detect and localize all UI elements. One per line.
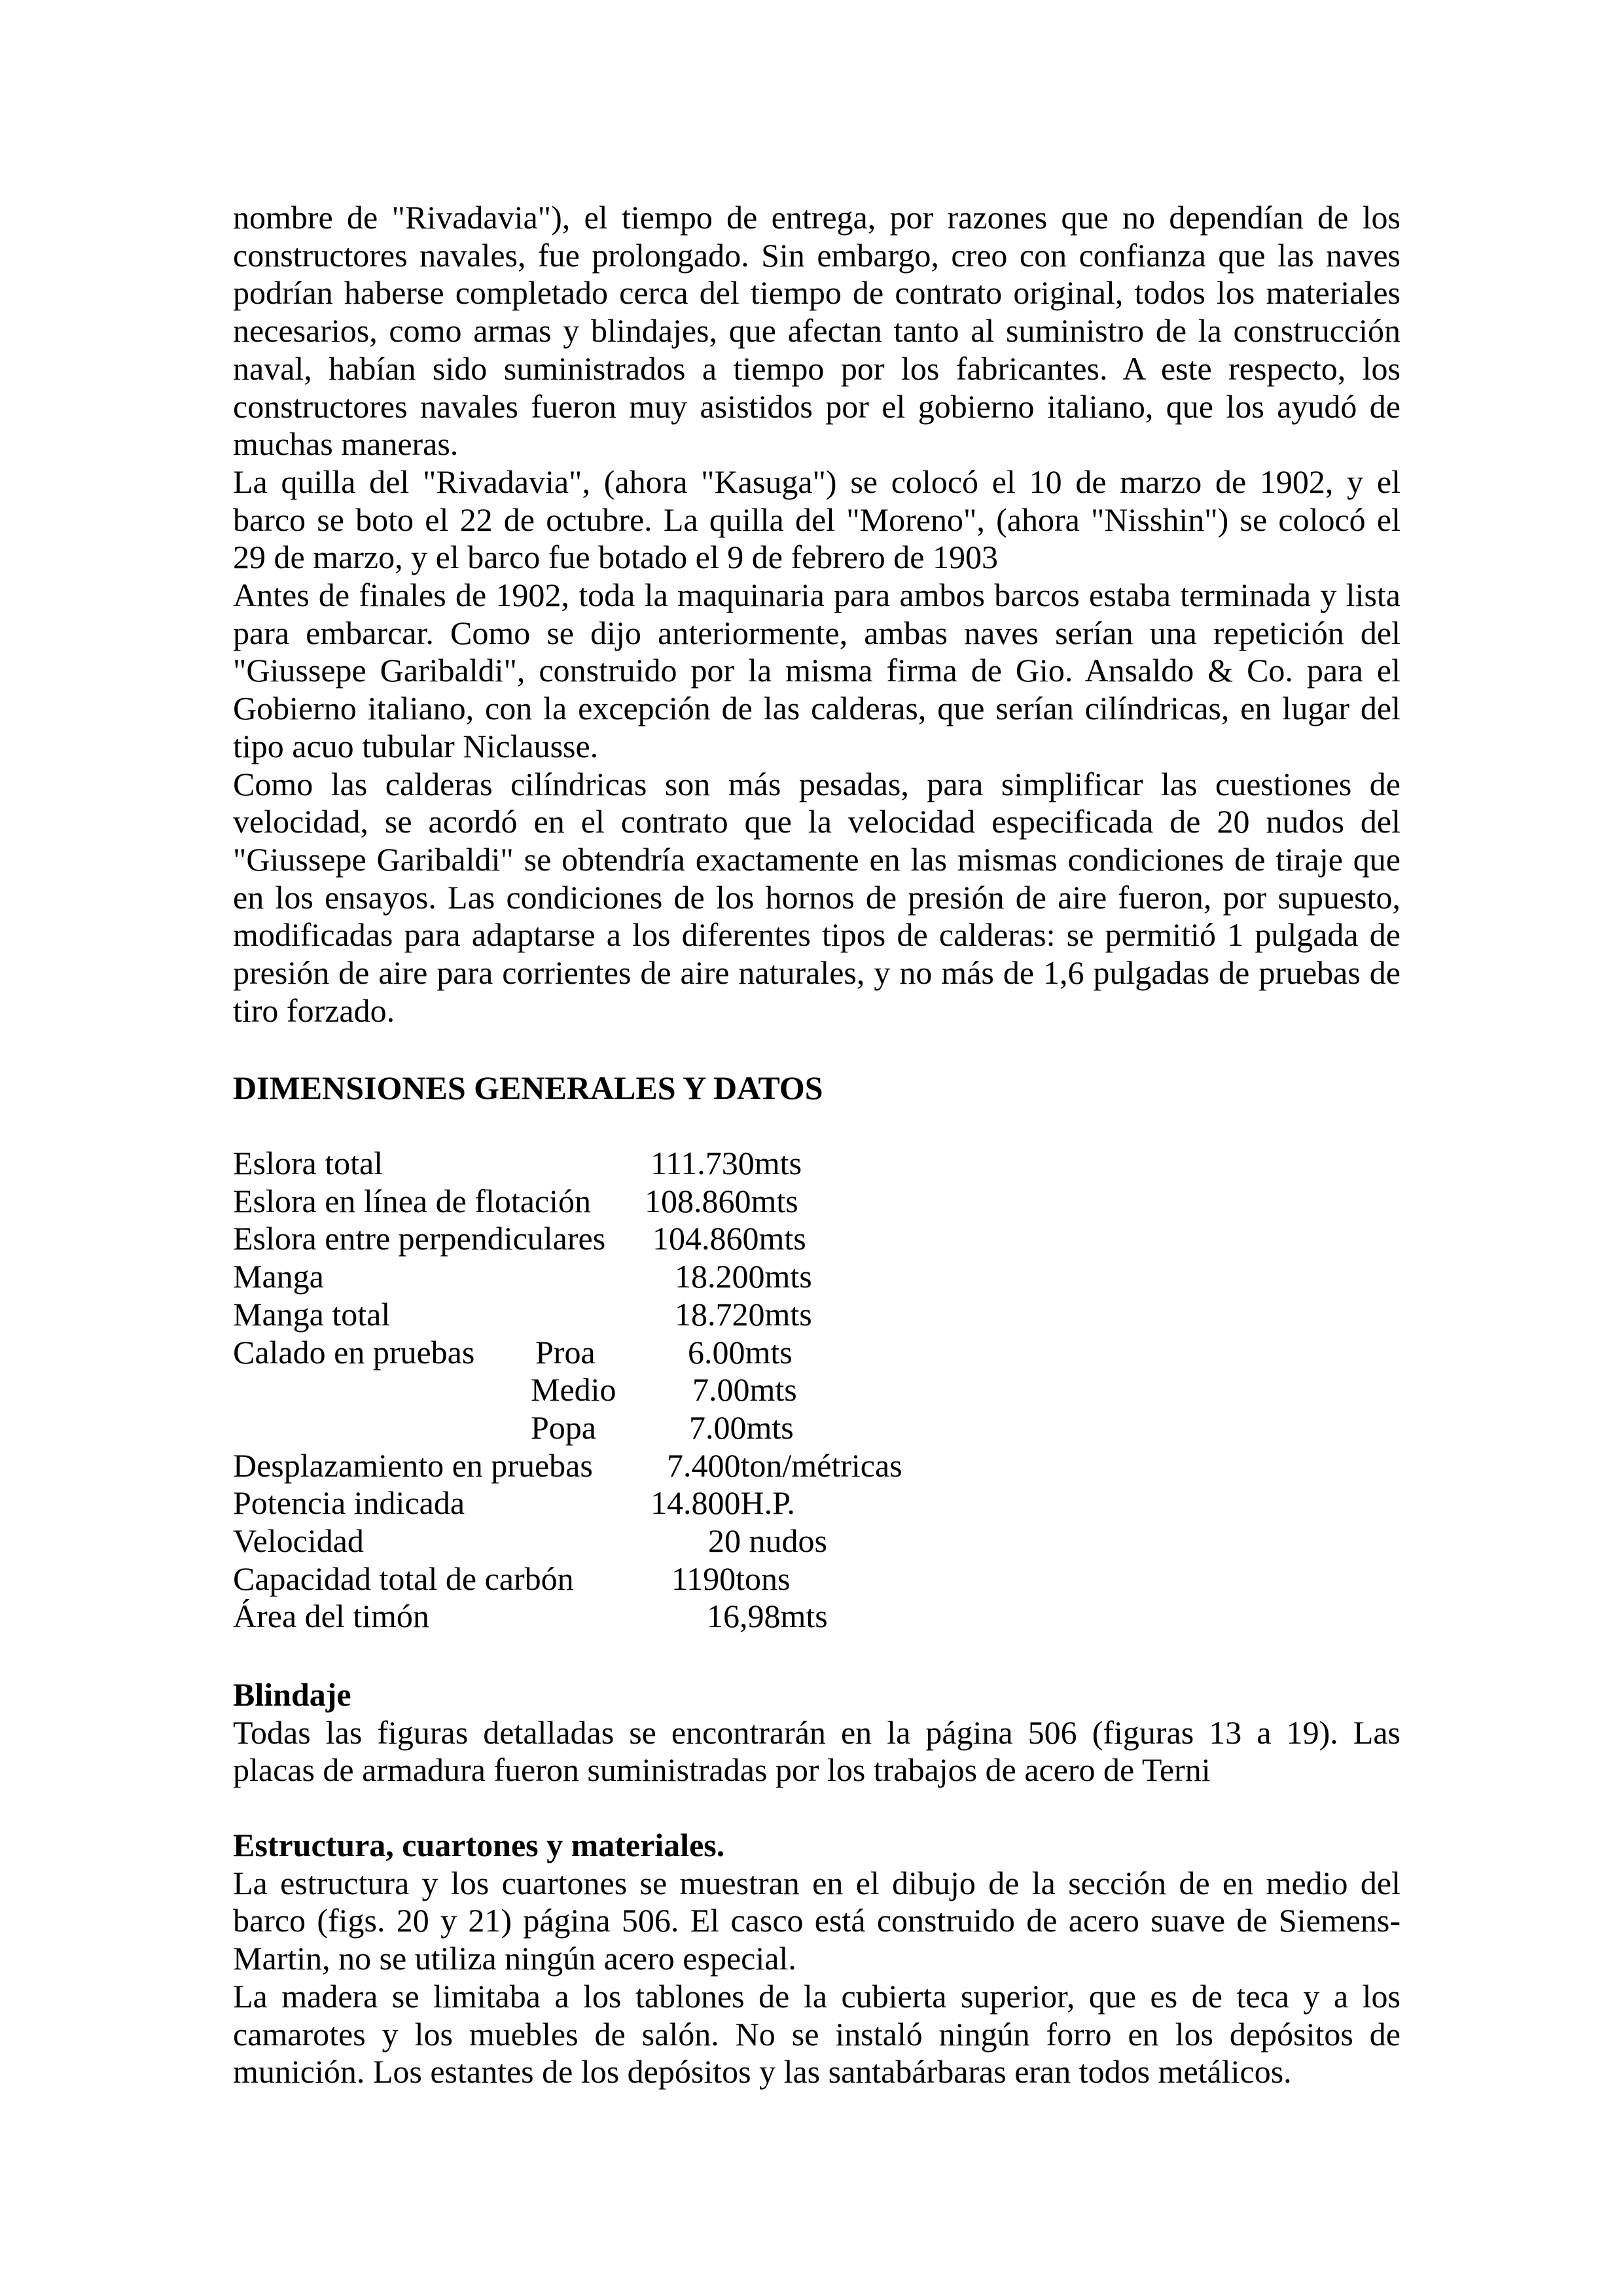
text-line: La estructura y los cuartones se muestran en el dibujo de la sección de en medio del xyxy=(233,1864,1400,1901)
text-line: naval, habían sido suministrados a tiempo por los fabricantes. A este respecto, los xyxy=(233,350,1400,387)
text-line: barco se boto el 22 de octubre. La quilla del "Moreno", (ahora "Nisshin") se colocó el xyxy=(233,501,1400,538)
dimension-label: Velocidad xyxy=(233,1522,364,1559)
dimension-value: 6.00mts xyxy=(688,1333,793,1371)
text-line: muchas maneras. xyxy=(233,425,459,463)
text-line: nombre de "Rivadavia"), el tiempo de entrega, por razones que no dependían de los xyxy=(233,199,1400,236)
dimension-label: Eslora total xyxy=(233,1145,383,1181)
text-line: modificadas para adaptarse a los diferentes tipos de calderas: se permitió 1 pulgada de xyxy=(233,916,1400,954)
text-line: tipo acuo tubular Niclausse. xyxy=(233,727,599,764)
text-line: tiro forzado. xyxy=(233,992,395,1029)
text-line: Todas las figuras detalladas se encontrarán en la página 506 (figuras 13 a 19). Las xyxy=(233,1713,1400,1751)
text-line: munición. Los estantes de los depósitos y las santabárbaras eran todos metálicos. xyxy=(233,2053,1292,2090)
dimension-label: Eslora entre perpendiculares xyxy=(233,1220,606,1257)
dimension-label: Desplazamiento en pruebas xyxy=(233,1446,593,1484)
dimension-sublabel: Medio xyxy=(531,1371,616,1408)
text-line: camarotes y los muebles de salón. No se instaló ningún forro en los depósitos de xyxy=(233,2015,1400,2053)
dimension-label: Manga total xyxy=(233,1295,391,1333)
text-line: Gobierno italiano, con la excepción de las calderas, que serían cilíndricas, en lugar del xyxy=(233,690,1400,727)
section-heading: Estructura, cuartones y materiales. xyxy=(233,1827,725,1863)
text-line: constructores navales, fue prolongado. Sin embargo, creo con confianza que las naves xyxy=(233,236,1400,274)
text-line: velocidad, se acordó en el contrato que la velocidad especificada de 20 nudos del xyxy=(233,803,1400,840)
dimension-value: 104.860mts xyxy=(652,1220,806,1257)
dimension-value: 7.00mts xyxy=(689,1408,794,1446)
dimension-sublabel: Popa xyxy=(531,1408,596,1446)
dimension-value: 1190tons xyxy=(671,1560,791,1597)
dimension-value: 14.800H.P. xyxy=(651,1484,795,1522)
dimension-value: 7.400ton/métricas xyxy=(667,1446,902,1484)
text-line: "Giussepe Garibaldi", construido por la misma firma de Gio. Ansaldo & Co. para el xyxy=(233,652,1400,689)
text-line: Martin, no se utiliza ningún acero especial. xyxy=(233,1940,796,1977)
text-line: constructores navales fueron muy asistidos por el gobierno italiano, que los ayudó de xyxy=(233,387,1400,425)
dimension-sublabel: Proa xyxy=(535,1333,596,1371)
text-line: La madera se limitaba a los tablones de la cubierta superior, que es de teca y a los xyxy=(233,1977,1400,2015)
dimension-label: Manga xyxy=(233,1258,324,1295)
section-heading: DIMENSIONES GENERALES Y DATOS xyxy=(233,1069,823,1106)
text-line: presión de aire para corrientes de aire naturales, y no más de 1,6 pulgadas de pruebas de xyxy=(233,954,1400,991)
text-line: 29 de marzo, y el barco fue botado el 9 de febrero de 1903 xyxy=(233,539,998,576)
dimension-value: 16,98mts xyxy=(707,1598,828,1635)
text-line: para embarcar. Como se dijo anteriormente, ambas naves serían una repetición del xyxy=(233,614,1400,651)
dimension-value: 7.00mts xyxy=(692,1371,797,1408)
dimension-label: Calado en pruebas xyxy=(233,1333,475,1371)
text-line: Como las calderas cilíndricas son más pesadas, para simplificar las cuestiones de xyxy=(233,765,1400,802)
dimension-label: Eslora en línea de flotación xyxy=(233,1182,591,1219)
dimension-value: 18.200mts xyxy=(675,1258,812,1295)
dimension-value: 18.720mts xyxy=(675,1295,812,1333)
section-heading: Blindaje xyxy=(233,1676,351,1713)
text-line: Antes de finales de 1902, toda la maquinaria para ambos barcos estaba terminada y lista xyxy=(233,577,1400,613)
text-line: "Giussepe Garibaldi" se obtendría exactamente en las mismas condiciones de tiraje que xyxy=(233,840,1400,878)
dimension-value: 108.860mts xyxy=(645,1182,798,1219)
text-line: La quilla del "Rivadavia", (ahora "Kasuga") se colocó el 10 de marzo de 1902, y el xyxy=(233,463,1400,500)
dimension-label: Capacidad total de carbón xyxy=(233,1560,574,1597)
text-line: necesarios, como armas y blindajes, que afectan tanto al suministro de la construcción xyxy=(233,312,1400,350)
text-line: barco (figs. 20 y 21) página 506. El casco está construido de acero suave de Siemens- xyxy=(233,1902,1400,1939)
text-line: en los ensayos. Las condiciones de los hornos de presión de aire fueron, por supuesto, xyxy=(233,878,1400,916)
dimension-label: Potencia indicada xyxy=(233,1484,465,1522)
text-line: podrían haberse completado cerca del tiempo de contrato original, todos los materiales xyxy=(233,274,1400,312)
dimension-label: Área del timón xyxy=(233,1598,429,1635)
dimension-value: 20 nudos xyxy=(708,1522,827,1559)
text-line: placas de armadura fueron suministradas por los trabajos de acero de Terni xyxy=(233,1751,1211,1789)
dimension-value: 111.730mts xyxy=(651,1145,802,1181)
